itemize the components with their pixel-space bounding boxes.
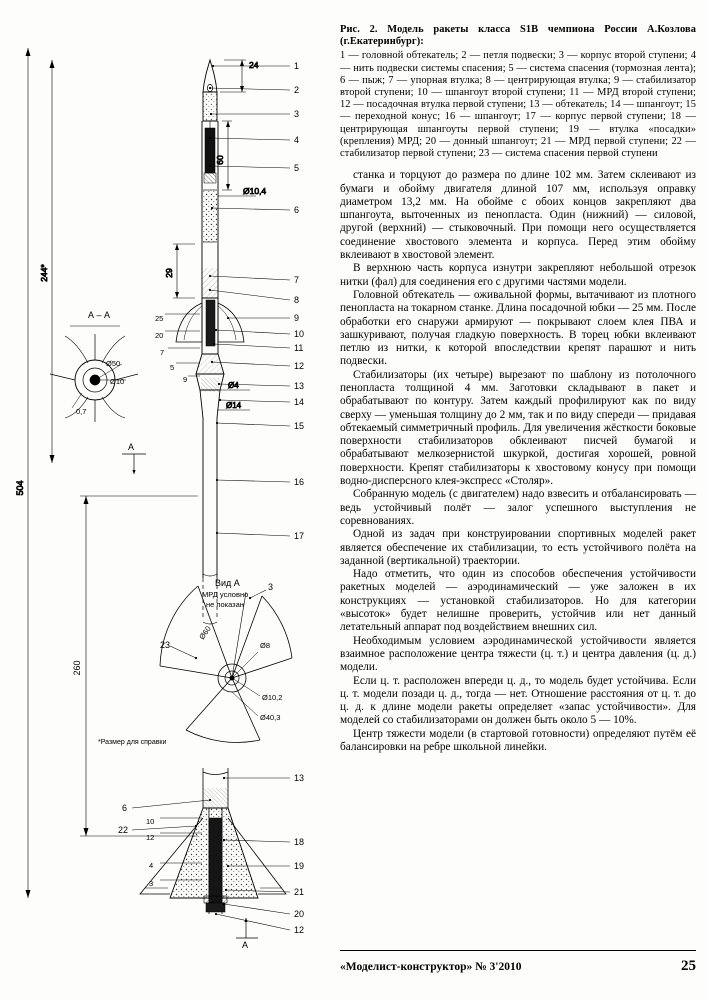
dim-diameter-10-4: Ø10,4 — [243, 186, 267, 196]
paragraph: Центр тяжести модели (в стартовой готовности) определяют путём её балансировки на ребре школьной линейки. — [340, 727, 696, 753]
page-footer — [340, 958, 696, 975]
label-arrow-a-top: А — [128, 442, 135, 452]
callout-15: 15 — [294, 421, 305, 431]
dim-9: 9 — [183, 375, 188, 384]
callout-20: 20 — [294, 909, 305, 919]
paragraph: Одной из задач при конструировании спортивных моделей ракет является обеспечение их стабилизации, то есть устойчивого полёта на заданной (вертикальной) траектории. — [340, 528, 696, 567]
callout-2: 2 — [294, 85, 300, 95]
figure-caption — [340, 24, 696, 160]
magazine-title: «Моделист-конструктор» № 3'2010 — [340, 961, 522, 973]
paragraph: Стабилизаторы (их четыре) вырезают по шаблону из потолочного пенопласта толщиной 4 мм. Заготовки складывают в пакет и обрабатывают по контуру. Затем каждый профилируют как по виду сверху — уменьшая толщину до 2 мм, так и по виду спереди — придавая обтекаемый симметричный профиль. Для увеличения жёсткости боковые поверхности стабилизаторов обклеивают писчей бумагой и обрабатывают мелкозернистой шкуркой, достигая хорошей, ровной поверхности. Крепят стабилизаторы к хвостовому конусу при помощи водно-дисперсного клея-экспресс «Столяр». — [340, 368, 696, 488]
paragraph: В верхнюю часть корпуса изнутри закрепляют небольшой отрезок нитки (фал) для соединения его с другими частями модели. — [340, 262, 696, 288]
callout-4: 4 — [294, 135, 300, 145]
dim-5: 5 — [170, 363, 175, 372]
dim-nose-cone: 24 — [249, 60, 259, 70]
right-column — [340, 24, 696, 754]
article-body — [340, 169, 696, 754]
callout-11: 11 — [294, 343, 304, 353]
dim-20: 20 — [155, 331, 164, 340]
rocket-drawing-svg — [10, 18, 330, 948]
callout-8: 8 — [294, 295, 300, 305]
dim-diameter-40-3: Ø40,3 — [260, 713, 281, 722]
callout-5: 5 — [294, 163, 300, 173]
callout-17: 17 — [294, 531, 305, 541]
callout-6: 6 — [294, 205, 300, 215]
note-reference-size: *Размер для справки — [98, 739, 167, 746]
dim-diameter-10: Ø10 — [110, 377, 125, 386]
dim-60: 60 — [215, 155, 225, 165]
callout-9: 9 — [294, 313, 300, 323]
dim-diameter-14: Ø14 — [226, 401, 242, 410]
dim-25: 25 — [155, 314, 164, 323]
paragraph: Надо отметить, что один из способов обеспечения устойчивости ракетных моделей — аэродинамический — уже заложен в их конструкциях — установкой стабилизаторов. Но для категории «высоток» будет нелишне проверить, устойчив или нет данный летательный аппарат под воздействием внешних сил. — [340, 568, 696, 634]
label-view-a-note-2: не показан — [206, 600, 244, 609]
paragraph: Необходимым условием аэродинамической устойчивости является взаимное расположение центра тяжести (ц. т.) и центра давления (ц. д.) модели. — [340, 634, 696, 674]
dim-29: 29 — [164, 268, 174, 278]
callout-19: 19 — [294, 861, 305, 871]
dim-3b: 3 — [149, 879, 154, 888]
label-arrow-a-bottom: А — [242, 940, 249, 948]
figure-caption-legend: 1 — головной обтекатель; 2 — петля подвески; 3 — корпус второй ступени; 4 — нить подвески системы спасения; 5 — система спасения (тормозная лента); 6 — пыж; 7 — упорная втулка; 8 — центрирующая втулка; 9 — стабилизатор второй ступени; 10 — шпангоут второй ступени; 11 — МРД второй ступени; 12 — посадочная втулка первой ступени; 13 — обтекатель; 14 — шпангоут; 15 — переходной конус; 16 — шпангоут; 17 — корпус первой ступени; 18 — центрирующая шпангоуты первой ступени; 19 — втулка «посадки» (крепления) МРД; 20 — донный шпангоут; 21 — МРД первой ступени; 22 — стабилизатор первой ступени; 23 — система спасения первой ступени — [340, 50, 696, 160]
callout-1: 1 — [294, 61, 300, 71]
dim-overall-length: 504 — [15, 480, 25, 496]
paragraph: станка и торцуют до размера по длине 102 мм. Затем склеивают из бумаги и обойму двигателя длиной 107 мм, используя оправку диаметром 13,2 мм. На обойме с обоих концов закрепляют два шпангоута, выточенных из пенопласта. Один (нижний) — силовой, другой (верхний) — стыковочный. При помощи него осуществляется соединение хвостового элемента и корпуса. Перед этим обойму вклеивают в хвостовой элемент. — [340, 169, 696, 262]
dim-diameter-10-2: Ø10,2 — [262, 693, 283, 702]
callout-14: 14 — [294, 397, 305, 407]
callout-12: 12 — [294, 361, 305, 371]
callout-23: 23 — [160, 640, 171, 650]
label-section-aa: А – А — [88, 310, 111, 320]
dim-7: 7 — [160, 348, 165, 357]
label-view-a-note-1: МРД условно — [202, 590, 249, 599]
dim-260: 260 — [72, 660, 82, 676]
dim-diameter-50: Ø50 — [106, 359, 121, 368]
dim-4b: 4 — [149, 861, 154, 870]
callout-22: 22 — [118, 825, 129, 835]
callout-12b: 12 — [294, 925, 305, 935]
paragraph: Если ц. т. расположен впереди ц. д., то модель будет устойчива. Если ц. т. модели позади ц. д., тогда — нет. Отношение расстояния от ц. т. до ц. д. к длине модели ракеты определяет «запас устойчивости». Для моделей со стабилизаторами он должен быть около 5 — 10%. — [340, 674, 696, 727]
dim-10: 10 — [146, 817, 155, 826]
dim-diameter-4: Ø4 — [228, 381, 239, 390]
dim-second-stage-length: 244* — [39, 264, 49, 282]
paragraph: Собранную модель (с двигателем) надо взвесить и отбалансировать — ведь устойчивый полёт — залог успешного выступления не соревнованиях. — [340, 488, 696, 527]
label-view-a: Вид А — [215, 578, 240, 588]
callout-21: 21 — [294, 887, 305, 897]
page-number: 25 — [681, 958, 696, 974]
callout-13: 13 — [294, 381, 305, 391]
callout-10: 10 — [294, 329, 305, 339]
callout-7: 7 — [294, 275, 300, 285]
callout-13b: 13 — [294, 773, 305, 783]
callout-3b: 3 — [268, 582, 274, 592]
dim-0-7: 0,7 — [76, 407, 87, 416]
callout-16: 16 — [294, 477, 305, 487]
paragraph: Головной обтекатель — оживальной формы, вытачивают из плотного пенопласта на токарном станке. Длина посадочной юбки — 25 мм. После обработки его снаружи армируют — покрывают слоем клея ПВА и зашкуривают, получая гладкую поверхность. В торец юбки вклеивают петлю из нитки, к которой впоследствии крепят парашют и нить подвески. — [340, 288, 696, 368]
figure-caption-title: Рис. 2. Модель ракеты класса S1В чемпиона России А.Козлова (г.Екатеринбург): — [340, 24, 696, 48]
callout-3: 3 — [294, 109, 300, 119]
footer-divider — [340, 950, 696, 951]
dim-diameter-8: Ø8 — [260, 641, 271, 650]
dim-12: 12 — [146, 833, 155, 842]
technical-drawing — [10, 18, 330, 948]
dim-diameter-60: Ø60 — [197, 624, 213, 642]
callout-18: 18 — [294, 837, 305, 847]
callout-6b: 6 — [122, 803, 128, 813]
